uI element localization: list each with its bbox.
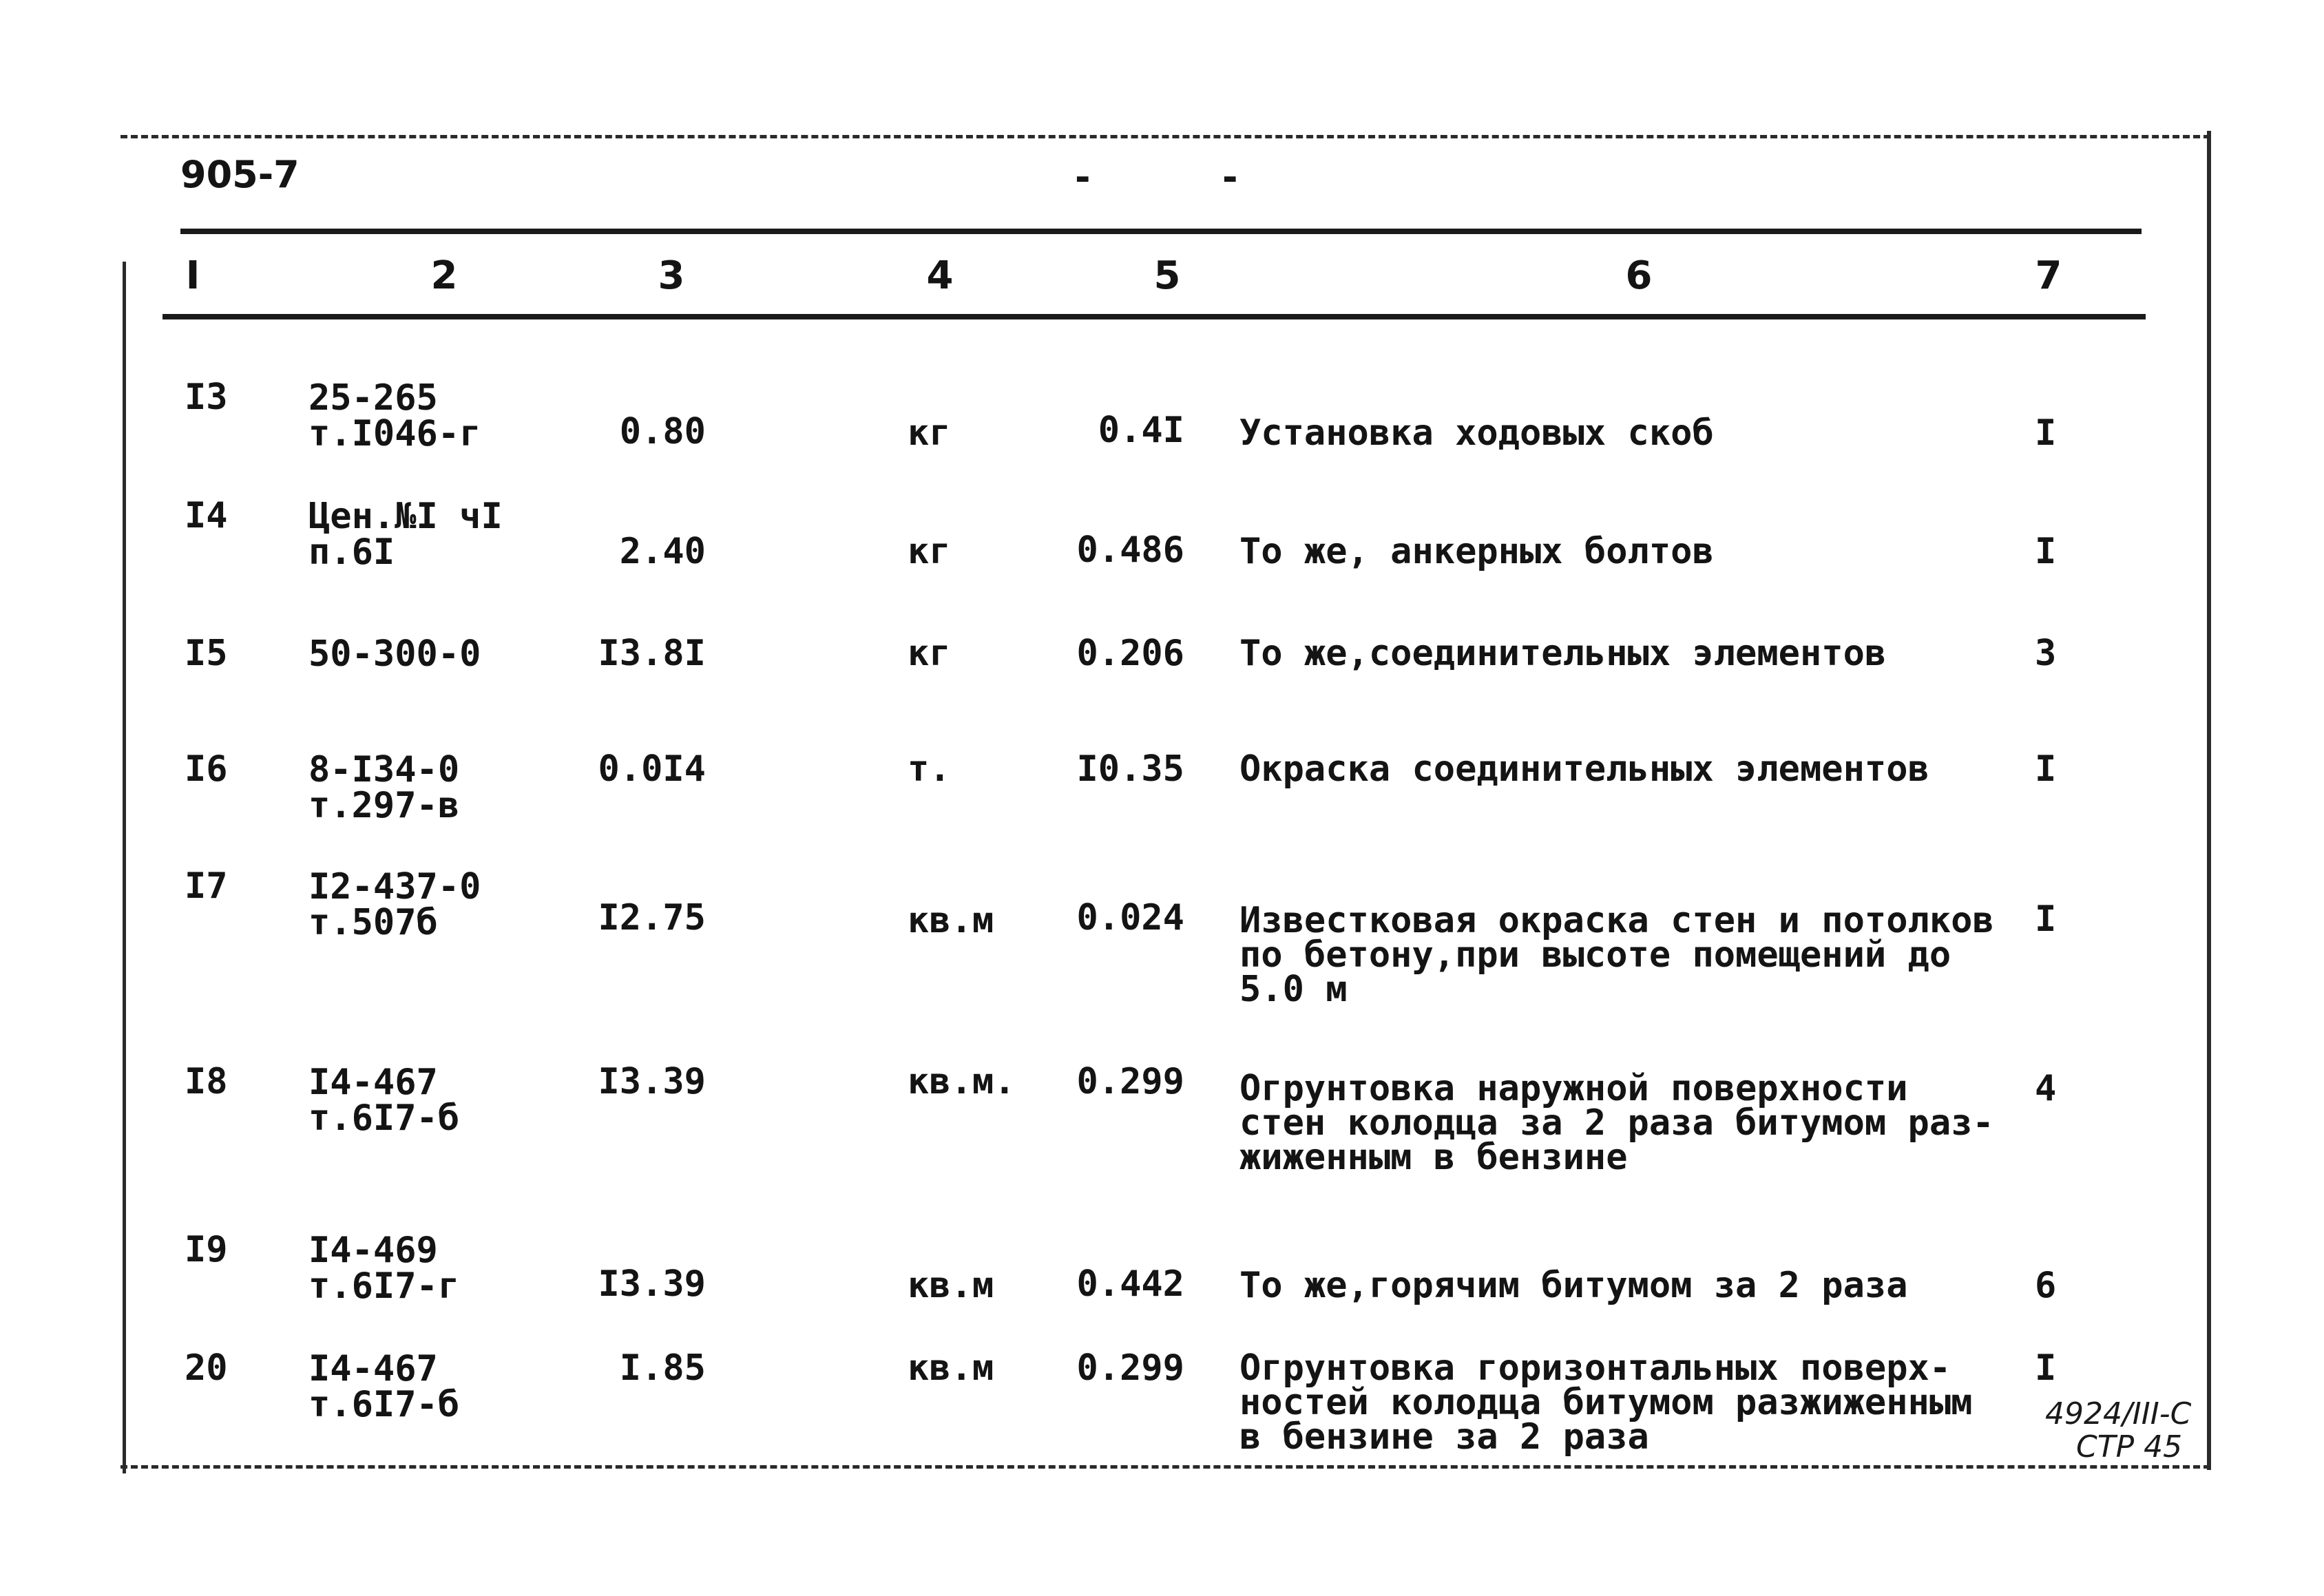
row-value: 0.299 [1076,1347,1184,1389]
reference-line-1: I4-467 [308,1062,438,1103]
row-unit: т. [908,748,951,790]
reference-line-2: т.I046-г [308,413,481,454]
row-description: Установка ходовых скоб [1239,412,1714,454]
stamp-line-2: СТР 45 [2076,1429,2183,1464]
column-header-6: 6 [1625,253,1653,298]
row-unit: кг [908,412,951,454]
reference-line-1: I2-437-0 [308,866,481,907]
row-description: То же,соединительных элементов [1239,633,1887,674]
header-dash-right: - [1219,156,1242,199]
row-unit: кг [908,531,951,572]
row-quantity: I.85 [619,1347,706,1389]
row-value: I0.35 [1076,748,1184,790]
row-description: То же,горячим битумом за 2 раза [1239,1265,1908,1306]
row-quantity: I2.75 [598,897,706,938]
row-unit: кв.м [908,1347,994,1389]
reference-line-1: 25-265 [308,377,438,419]
frame-right-border [2207,131,2211,1470]
row-description: Огрунтовка наружной поверхности стен колодца за 2 раза битумом раз-жиженным в бензине [1239,1068,1994,1178]
row-number: I5 [185,633,228,674]
row-reference [308,377,481,454]
row-number: I3 [185,377,228,418]
row-description: Окраска соединительных элементов [1239,748,1929,790]
reference-line-2: т.6I7-б [308,1098,460,1139]
row-description: Известковая окраска стен и потолков по бетону,при высоте помещений до 5.0 м [1239,900,1994,1010]
reference-line-1: I4-469 [308,1230,438,1271]
reference-line-1: 50-300-0 [308,633,481,675]
row-count: 6 [2035,1265,2057,1306]
row-number: I9 [185,1229,228,1270]
row-number: I6 [185,748,228,790]
row-value: 0.299 [1076,1061,1184,1102]
reference-line-2: п.6I [308,532,395,573]
row-number: I4 [185,495,228,536]
handwritten-stamp [2045,1398,2191,1464]
frame-left-border [123,262,126,1473]
row-value: 0.024 [1076,897,1184,938]
row-count: I [2035,748,2057,790]
document-code: 905-7 [180,153,300,196]
row-quantity: 2.40 [619,531,706,572]
header-dash-left: - [1071,156,1094,199]
row-reference [308,866,481,943]
column-header-7: 7 [2035,253,2062,298]
row-count: 3 [2035,633,2057,674]
row-reference [308,496,503,573]
row-reference [308,1348,460,1425]
column-header-1: I [185,253,200,298]
row-count: 4 [2035,1068,2057,1109]
row-description: Огрунтовка горизонтальных поверх-ностей колодца битумом разжиженным в бензине за 2 раза [1239,1347,1973,1458]
row-value: 0.442 [1076,1263,1184,1305]
reference-line-2: т.297-в [308,785,460,826]
row-number: I8 [185,1061,228,1102]
table-header-rule [163,314,2146,319]
column-header-3: 3 [658,253,685,298]
row-quantity: I3.39 [598,1263,706,1305]
reference-line-2: т.507б [308,902,438,943]
row-reference [308,1230,460,1307]
stamp-line-1: 4924/III-С [2045,1396,2192,1431]
row-reference [308,1062,460,1139]
row-count: I [2035,412,2057,454]
row-unit: кв.м [908,1265,994,1306]
column-header-2: 2 [430,253,458,298]
row-reference [308,633,481,675]
row-quantity: 0.0I4 [598,748,706,790]
row-description: То же, анкерных болтов [1239,531,1714,572]
frame-top-border [121,135,2210,138]
row-value: 0.206 [1076,633,1184,674]
row-quantity: 0.80 [619,411,706,452]
reference-line-2: т.6I7-г [308,1266,460,1307]
row-count: I [2035,531,2057,572]
row-unit: кв.м [908,900,994,941]
column-header-4: 4 [926,253,954,298]
reference-line-1: 8-I34-0 [308,749,460,790]
reference-line-1: I4-467 [308,1348,438,1389]
reference-line-1: Цен.№I чI [308,496,503,537]
row-quantity: I3.39 [598,1061,706,1102]
row-reference [308,749,460,826]
row-number: I7 [185,865,228,907]
row-unit: кг [908,633,951,674]
row-value: 0.4I [1098,410,1184,451]
row-count: I [2035,899,2057,940]
column-header-5: 5 [1153,253,1181,298]
table-top-rule [180,229,2142,234]
frame-bottom-border [121,1465,2210,1469]
row-unit: кв.м. [908,1061,1016,1102]
row-number: 20 [185,1347,228,1389]
reference-line-2: т.6I7-б [308,1384,460,1425]
row-count: I [2035,1347,2057,1389]
row-value: 0.486 [1076,529,1184,571]
row-quantity: I3.8I [598,633,706,674]
